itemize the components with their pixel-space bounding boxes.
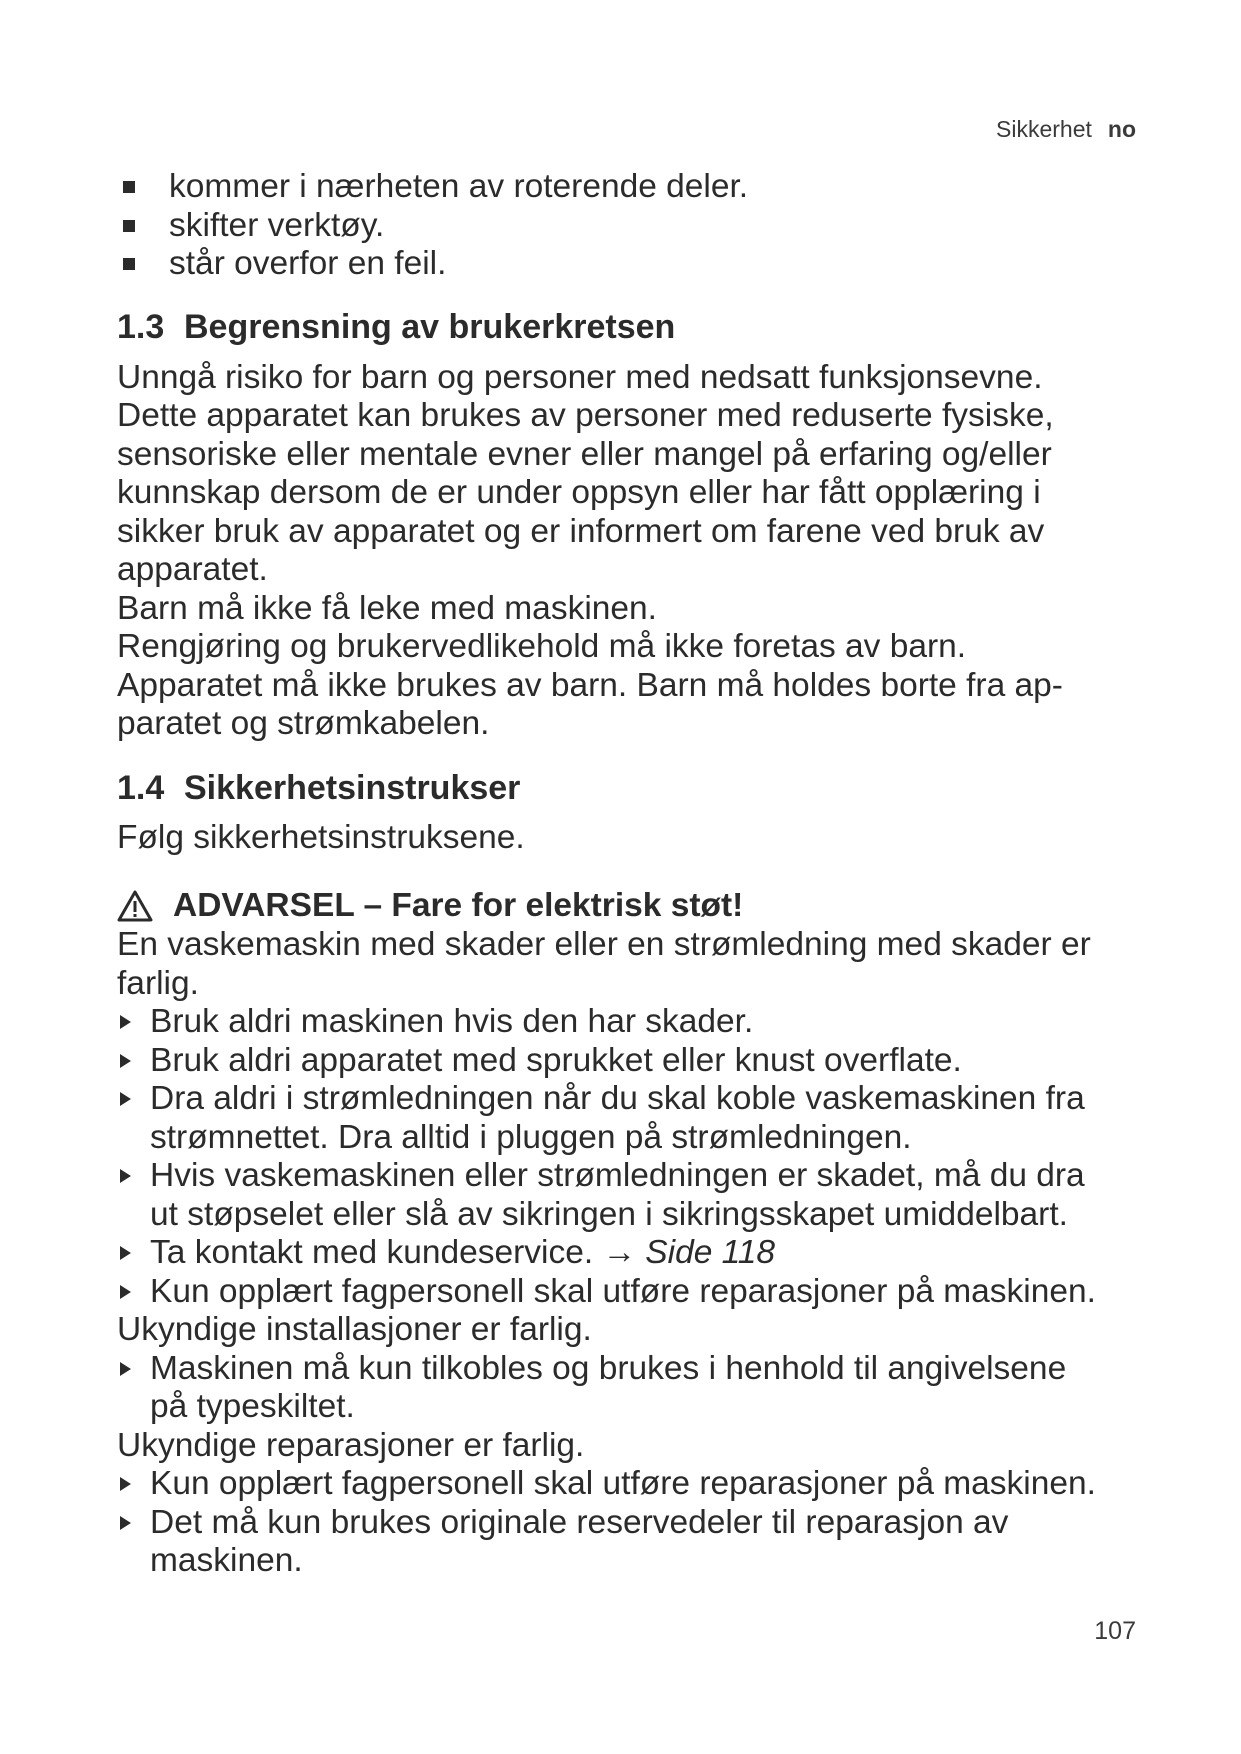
text-line: Apparatet må ikke brukes av barn. Barn må holdes borte fra ap- bbox=[117, 666, 1063, 704]
list-item: Bruk aldri maskinen hvis den har skader. bbox=[117, 1003, 1137, 1042]
text-line: paratet og strømkabelen. bbox=[117, 705, 490, 742]
instruction-list-a bbox=[117, 1003, 1137, 1311]
list-item: står overfor en feil. bbox=[117, 245, 1137, 284]
warning-title: ADVARSEL – Fare for elektrisk støt! bbox=[173, 886, 744, 924]
instruction-list-b bbox=[117, 1350, 1137, 1427]
text-line: Unngå risiko for barn og personer med nedsatt funksjonsevne. bbox=[117, 358, 1043, 396]
text-line: kunnskap dersom de er under oppsyn eller har fått opplæring i bbox=[117, 474, 1041, 511]
list-item: Hvis vaskemaskinen eller strømledningen er skadet, må du dra ut støpselet eller slå av sikringen i sikringsskapet umiddelbart. bbox=[117, 1157, 1137, 1234]
list-item-contact: Ta kontakt med kundeservice. → Side 118 bbox=[117, 1234, 1137, 1273]
list-item: Kun opplært fagpersonell skal utføre reparasjoner på maskinen. bbox=[117, 1465, 1137, 1504]
warning-heading bbox=[117, 886, 1137, 926]
text-line: Dette apparatet kan brukes av personer med reduserte fysiske, bbox=[117, 397, 1054, 434]
arrow-right-icon: → bbox=[602, 1234, 636, 1271]
page-number: 107 bbox=[1094, 1617, 1136, 1645]
header-language: no bbox=[1107, 116, 1136, 142]
text-line: farlig. bbox=[117, 964, 199, 1002]
text-line: apparatet. bbox=[117, 551, 268, 588]
note-line: Ukyndige installasjoner er farlig. bbox=[117, 1311, 592, 1348]
header-section: Sikkerhet bbox=[996, 116, 1092, 142]
page-reference-link[interactable]: Side 118 bbox=[645, 1234, 776, 1271]
list-item: kommer i nærheten av roterende deler. bbox=[117, 168, 1137, 207]
text-line: Barn må ikke få leke med maskinen. bbox=[117, 589, 657, 627]
list-item: Kun opplært fagpersonell skal utføre reparasjoner på maskinen. bbox=[117, 1273, 1137, 1312]
page-header bbox=[996, 116, 1136, 143]
section-1-3-body bbox=[117, 359, 1137, 744]
text-line: sikker bruk av apparatet og er informert om farene ved bruk av bbox=[117, 512, 1045, 550]
warning-triangle-icon bbox=[117, 890, 153, 922]
page-content bbox=[117, 168, 1137, 1581]
bullet-list-top bbox=[117, 168, 1137, 284]
section-number: 1.4 bbox=[117, 768, 165, 807]
section-number: 1.3 bbox=[117, 307, 165, 346]
note-line: Ukyndige reparasjoner er farlig. bbox=[117, 1426, 585, 1464]
instruction-list-c bbox=[117, 1465, 1137, 1581]
list-item: Maskinen må kun tilkobles og brukes i henhold til angivelsene på typeskiltet. bbox=[117, 1350, 1137, 1427]
section-heading-1-3 bbox=[117, 307, 1137, 347]
text-line: En vaskemaskin med skader eller en strømledning med skader er bbox=[117, 926, 1091, 963]
list-item: Det må kun brukes originale reservedeler til reparasjon av maskinen. bbox=[117, 1504, 1137, 1581]
list-item: Dra aldri i strømledningen når du skal koble vaskemaskinen fra strømnettet. Dra alltid i pluggen på strømledningen. bbox=[117, 1080, 1137, 1157]
section-title: Sikkerhetsinstrukser bbox=[184, 768, 521, 807]
list-item: Bruk aldri apparatet med sprukket eller knust overflate. bbox=[117, 1042, 1137, 1081]
list-item: skifter verktøy. bbox=[117, 207, 1137, 246]
text-line: sensoriske eller mentale evner eller mangel på erfaring og/eller bbox=[117, 435, 1052, 473]
section-heading-1-4 bbox=[117, 768, 1137, 808]
section-intro: Følg sikkerhetsinstruksene. bbox=[117, 818, 525, 856]
text-line: Rengjøring og brukervedlikehold må ikke foretas av barn. bbox=[117, 628, 967, 665]
section-title: Begrensning av brukerkretsen bbox=[184, 307, 676, 346]
